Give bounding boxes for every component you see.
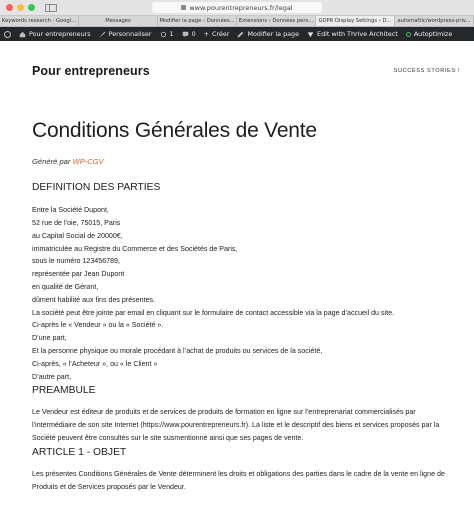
zoom-window-button[interactable] (28, 4, 35, 11)
tab-automattic[interactable]: automattic/wordpress-priv... (395, 16, 474, 26)
tab-gdpr[interactable]: GDPR Display Settings ‹ D... (316, 16, 395, 26)
adminbar-new-label: Créer (212, 30, 230, 38)
parties-line: La société peut être jointe par email en cliquant sur le formulaire de contact accessible via la page d’accueil du site. (32, 308, 394, 317)
parties-line: D’une part, (32, 334, 67, 343)
address-bar-url: www.pourentrepreneurs.fr/legal (189, 3, 293, 12)
tab-messages[interactable]: Messages (79, 16, 158, 26)
parties-line: sous le numéro 123456789, (32, 257, 120, 266)
plus-icon: + (203, 30, 210, 38)
parties-line: dûment habilité aux fins des présentes. (32, 295, 156, 304)
adminbar-comments[interactable] (182, 30, 196, 38)
adminbar-updates[interactable] (160, 30, 174, 38)
wp-admin-bar (0, 27, 474, 41)
adminbar-customize-label: Personnaliser (108, 30, 152, 38)
brush-icon (99, 31, 106, 38)
generated-prefix: Généré par (32, 157, 73, 167)
parties-line: D’autre part, (32, 372, 72, 381)
section-heading-preambule: PREAMBULE (32, 385, 96, 397)
page-title: Conditions Générales de Vente (32, 119, 317, 142)
tab-bar (0, 16, 474, 27)
adminbar-thrive[interactable] (307, 30, 398, 38)
tab-edit-page[interactable]: Modifier la page ‹ Données... (158, 16, 237, 26)
parties-line: immatriculée au Registre du Commerce et des Sociétés de Paris, (32, 244, 238, 253)
article1-text: Les présentes Conditions Générales de Vente déterminent les droits et obligations des parties dans le cadre de la vente en ligne de Produits et de Services proposés par le Vendeur. (32, 469, 445, 491)
thrive-icon (307, 31, 314, 38)
parties-line: Et la personne physique ou morale procédant à l’achat de produits ou services de la société, (32, 346, 323, 355)
comment-icon (182, 31, 189, 38)
parties-line: en qualité de Gérant, (32, 282, 99, 291)
section-heading-parties: DEFINITION DES PARTIES (32, 182, 161, 194)
parties-line: Ci-après le « Vendeur » ou la « Société ». (32, 321, 164, 330)
status-circle-icon (406, 32, 411, 37)
adminbar-site-label: Pour entrepreneurs (29, 30, 91, 38)
parties-line: Ci-après, « l’Acheteur », ou « le Client » (32, 359, 158, 368)
comments-count: 0 (191, 30, 196, 38)
home-icon (19, 31, 26, 38)
pencil-icon (237, 31, 244, 38)
page-content (32, 118, 460, 493)
wp-cgv-link[interactable]: WP-CGV (72, 157, 104, 167)
parties-line: représentée par Jean Dupont (32, 270, 125, 279)
refresh-icon (160, 31, 167, 38)
window-controls (6, 4, 35, 11)
sidebar-toggle-icon[interactable] (45, 4, 57, 12)
site-title[interactable]: Pour entrepreneurs (32, 64, 150, 78)
adminbar-site-name[interactable] (19, 30, 91, 38)
parties-line: 52 rue de l’oie, 75015, Paris (32, 218, 121, 227)
site-header (32, 64, 460, 78)
adminbar-edit-page[interactable] (237, 30, 299, 38)
parties-text (32, 204, 460, 383)
tab-keywords[interactable]: Keywords research - Googl... (0, 16, 79, 26)
adminbar-autoptimize[interactable] (406, 30, 452, 38)
generated-by (32, 157, 460, 166)
browser-toolbar (0, 0, 474, 16)
updates-count: 1 (169, 30, 174, 38)
parties-line: Entre la Société Dupont, (32, 206, 109, 215)
minimize-window-button[interactable] (17, 4, 24, 11)
parties-line: au Capital Social de 20000€, (32, 231, 123, 240)
close-window-button[interactable] (6, 4, 13, 11)
nav-success-stories[interactable]: SUCCESS STORIES ! (393, 68, 460, 74)
section-heading-article1: ARTICLE 1 - OBJET (32, 446, 127, 458)
preambule-text: Le Vendeur est éditeur de produits et de services de produits de formation en ligne sur l’entreprenariat commercialisés par l’intermédiaire de son site Internet (https://www.pourentrepreneurs.fr). La liste et le descriptif des biens et services proposés par la Société peuvent être consultés sur le site susmentionné ainsi que ses pages de vente. (32, 408, 440, 442)
adminbar-autoptimize-label: Autoptimize (413, 30, 453, 38)
address-bar[interactable] (152, 2, 322, 13)
tab-extensions[interactable]: Extensions ‹ Données pers... (237, 16, 316, 26)
adminbar-thrive-label: Edit with Thrive Architect (317, 30, 398, 38)
adminbar-edit-label: Modifier la page (247, 30, 300, 38)
lock-icon (181, 5, 186, 10)
adminbar-customize[interactable] (99, 30, 152, 38)
wordpress-logo-icon[interactable] (4, 31, 11, 38)
adminbar-new[interactable] (204, 30, 230, 38)
